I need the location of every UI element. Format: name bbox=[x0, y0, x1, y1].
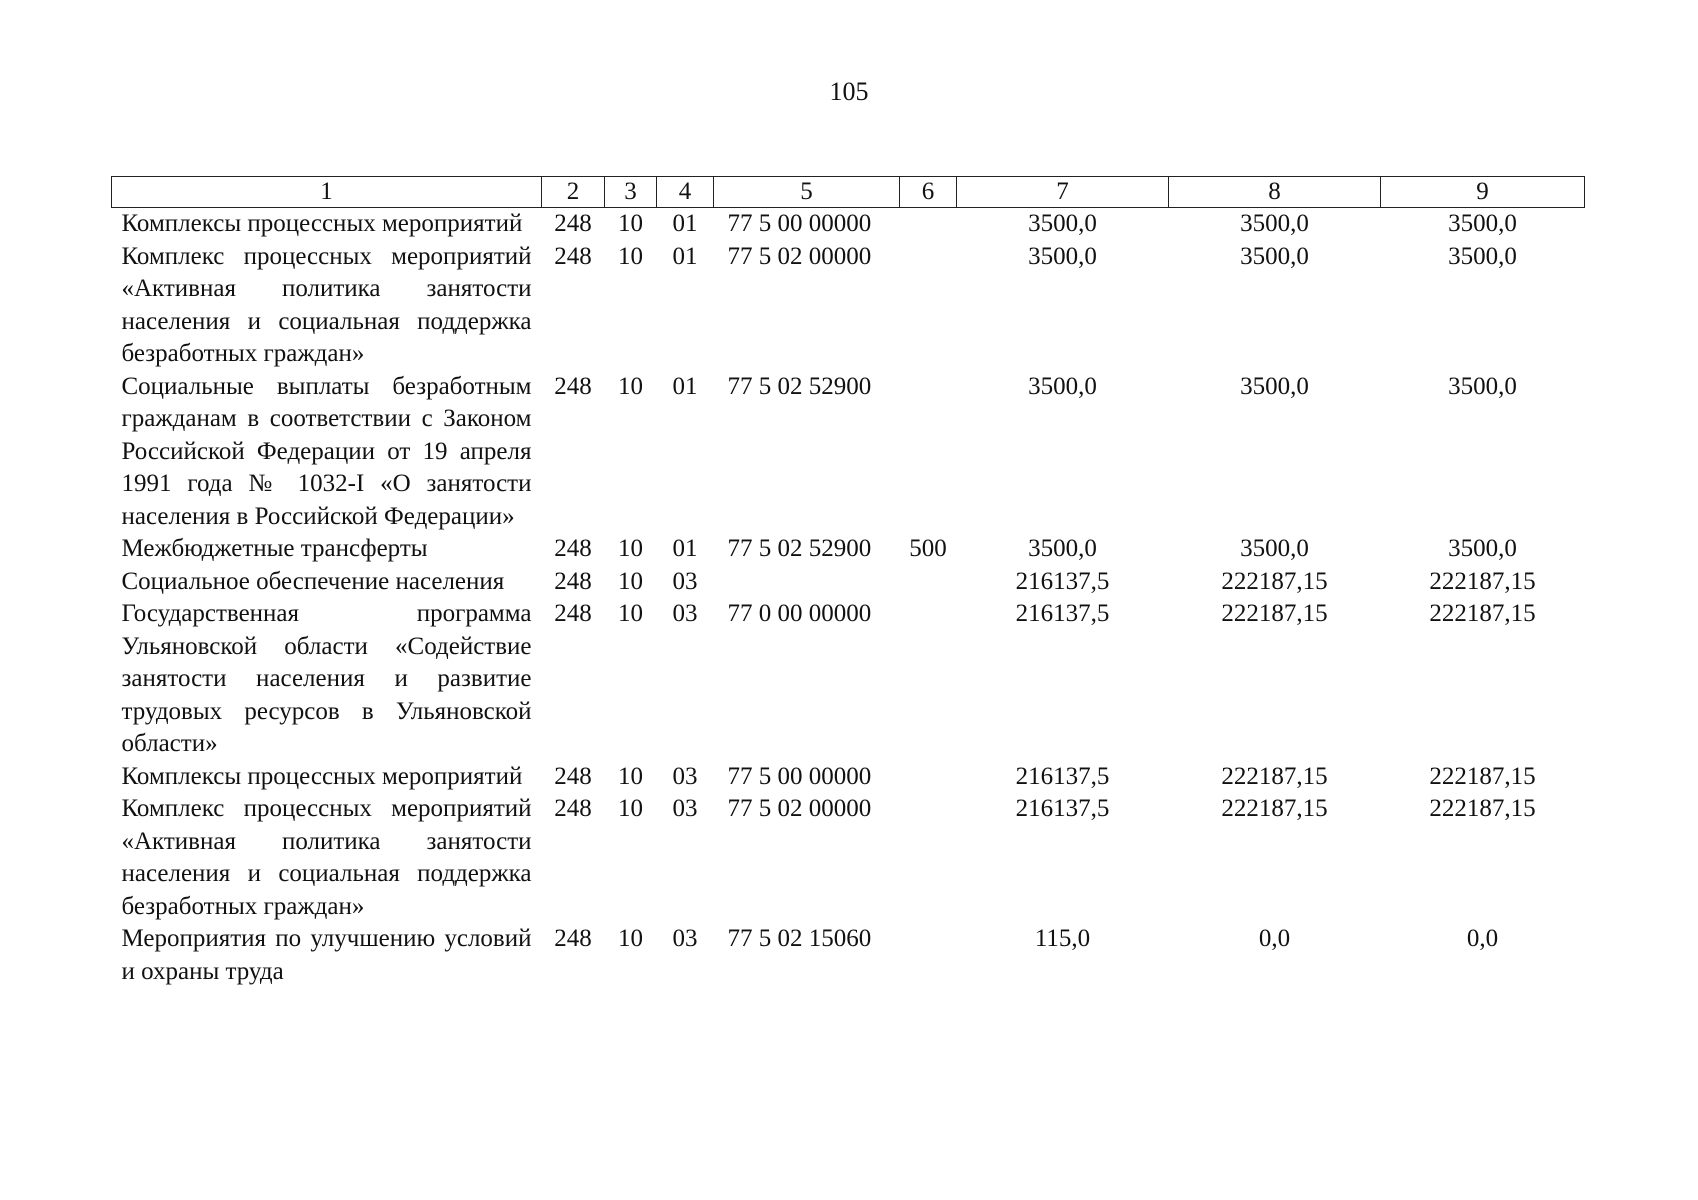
cell-col7: 3500,0 bbox=[1028, 372, 1097, 400]
cell-col2: 248 bbox=[554, 372, 592, 400]
cell-col9: 3500,0 bbox=[1448, 242, 1517, 270]
cell-col5: 77 5 00 00000 bbox=[727, 762, 872, 790]
table-row bbox=[112, 761, 1585, 794]
cell-col9: 222187,15 bbox=[1429, 795, 1536, 822]
cell-col6 bbox=[900, 371, 957, 534]
cell-col6 bbox=[900, 208, 957, 241]
cell-col3: 10 bbox=[618, 600, 643, 627]
cell-col4: 03 bbox=[672, 925, 698, 952]
cell-col6 bbox=[900, 598, 957, 761]
column-header: 7 bbox=[957, 177, 1169, 208]
cell-col8: 222187,15 bbox=[1221, 600, 1328, 627]
cell-col8: 0,0 bbox=[1258, 925, 1291, 952]
cell-col3: 10 bbox=[618, 795, 643, 822]
cell-col8: 3500,0 bbox=[1240, 242, 1309, 270]
table-row bbox=[112, 371, 1585, 534]
cell-col3: 10 bbox=[618, 242, 643, 270]
table-header-row bbox=[112, 177, 1585, 208]
row-name: Комплекс процессных мероприятий «Активная политика занятости населения и социальная поддержка безработных граждан» bbox=[121, 795, 532, 920]
cell-col4: 03 bbox=[672, 762, 698, 790]
cell-col3: 10 bbox=[618, 567, 643, 595]
cell-col6 bbox=[900, 566, 957, 599]
cell-col8: 3500,0 bbox=[1240, 535, 1309, 562]
row-name: Мероприятия по улучшению условий и охраны труда bbox=[121, 925, 532, 985]
cell-col2: 248 bbox=[554, 210, 592, 237]
row-name: Комплексы процессных мероприятий bbox=[121, 762, 523, 790]
cell-col9: 3500,0 bbox=[1448, 535, 1517, 562]
cell-col3: 10 bbox=[618, 925, 643, 952]
cell-col3: 10 bbox=[618, 762, 643, 790]
cell-col9: 222187,15 bbox=[1429, 600, 1536, 627]
cell-col8: 3500,0 bbox=[1240, 210, 1309, 237]
cell-col7: 216137,5 bbox=[1015, 762, 1110, 790]
cell-col5: 77 5 02 52900 bbox=[727, 535, 872, 562]
cell-col2: 248 bbox=[554, 925, 592, 952]
cell-col4: 03 bbox=[672, 795, 698, 822]
cell-col2: 248 bbox=[554, 567, 592, 595]
row-name: Комплекс процессных мероприятий «Активная политика занятости населения и социальная поддержка безработных граждан» bbox=[121, 242, 532, 367]
cell-col7: 115,0 bbox=[1034, 925, 1091, 952]
cell-col5: 77 5 00 00000 bbox=[727, 210, 872, 237]
cell-col3: 10 bbox=[618, 535, 643, 562]
cell-col3: 10 bbox=[618, 372, 643, 400]
cell-col2: 248 bbox=[554, 762, 592, 790]
cell-col4: 03 bbox=[672, 567, 698, 595]
cell-col4: 01 bbox=[672, 210, 698, 237]
table-row bbox=[112, 923, 1585, 988]
cell-col7: 3500,0 bbox=[1028, 242, 1097, 270]
column-header: 9 bbox=[1381, 177, 1585, 208]
cell-col5: 77 5 02 00000 bbox=[727, 795, 872, 822]
cell-col7: 216137,5 bbox=[1015, 600, 1110, 627]
row-name: Социальное обеспечение населения bbox=[121, 567, 505, 595]
budget-table bbox=[111, 176, 1585, 988]
cell-col6 bbox=[900, 923, 957, 988]
page-number: 105 bbox=[829, 77, 869, 106]
table-row bbox=[112, 533, 1585, 566]
cell-col8: 3500,0 bbox=[1240, 372, 1309, 400]
cell-col3: 10 bbox=[618, 210, 643, 237]
cell-col9: 0,0 bbox=[1466, 925, 1499, 952]
column-header: 2 bbox=[542, 177, 605, 208]
cell-col4: 01 bbox=[672, 242, 698, 270]
cell-col6: 500 bbox=[909, 535, 947, 562]
table-row bbox=[112, 598, 1585, 761]
table-row bbox=[112, 793, 1585, 923]
column-header: 1 bbox=[112, 177, 542, 208]
row-name: Государственная программа Ульяновской области «Содействие занятости населения и развитие трудовых ресурсов в Ульяновской области» bbox=[121, 600, 532, 757]
table-row bbox=[112, 566, 1585, 599]
cell-col2: 248 bbox=[554, 242, 592, 270]
table-row bbox=[112, 208, 1585, 241]
cell-col5: 77 0 00 00000 bbox=[727, 600, 872, 627]
cell-col9: 3500,0 bbox=[1448, 372, 1517, 400]
column-header: 5 bbox=[714, 177, 900, 208]
cell-col2: 248 bbox=[554, 535, 592, 562]
cell-col7: 3500,0 bbox=[1028, 210, 1097, 237]
row-name: Социальные выплаты безработным гражданам в соответствии с Законом Российской Федерации от 19 апреля 1991 года № 1032-I «О занятости населения в Российской Федерации» bbox=[121, 372, 532, 530]
cell-col6 bbox=[900, 793, 957, 923]
column-header: 3 bbox=[605, 177, 657, 208]
cell-col4: 01 bbox=[672, 535, 698, 562]
cell-col7: 216137,5 bbox=[1015, 567, 1110, 595]
cell-col8: 222187,15 bbox=[1221, 762, 1328, 790]
table-row bbox=[112, 241, 1585, 371]
cell-col2: 248 bbox=[554, 600, 592, 627]
cell-col8: 222187,15 bbox=[1221, 795, 1328, 822]
row-name: Комплексы процессных мероприятий bbox=[121, 210, 523, 237]
cell-col9: 222187,15 bbox=[1429, 762, 1536, 790]
cell-col7: 3500,0 bbox=[1028, 535, 1097, 562]
cell-col5: 77 5 02 00000 bbox=[727, 242, 872, 270]
column-header: 4 bbox=[657, 177, 714, 208]
cell-col4: 03 bbox=[672, 600, 698, 627]
column-header: 8 bbox=[1169, 177, 1381, 208]
cell-col6 bbox=[900, 241, 957, 371]
cell-col5: 77 5 02 15060 bbox=[727, 925, 872, 952]
cell-col6 bbox=[900, 761, 957, 794]
cell-col9: 3500,0 bbox=[1448, 210, 1517, 237]
cell-col2: 248 bbox=[554, 795, 592, 822]
cell-col5 bbox=[714, 566, 900, 599]
cell-col5: 77 5 02 52900 bbox=[727, 372, 872, 400]
cell-col9: 222187,15 bbox=[1429, 567, 1536, 595]
cell-col8: 222187,15 bbox=[1221, 567, 1328, 595]
row-name: Межбюджетные трансферты bbox=[121, 535, 428, 562]
cell-col4: 01 bbox=[672, 372, 698, 400]
column-header: 6 bbox=[900, 177, 957, 208]
cell-col7: 216137,5 bbox=[1015, 795, 1110, 822]
